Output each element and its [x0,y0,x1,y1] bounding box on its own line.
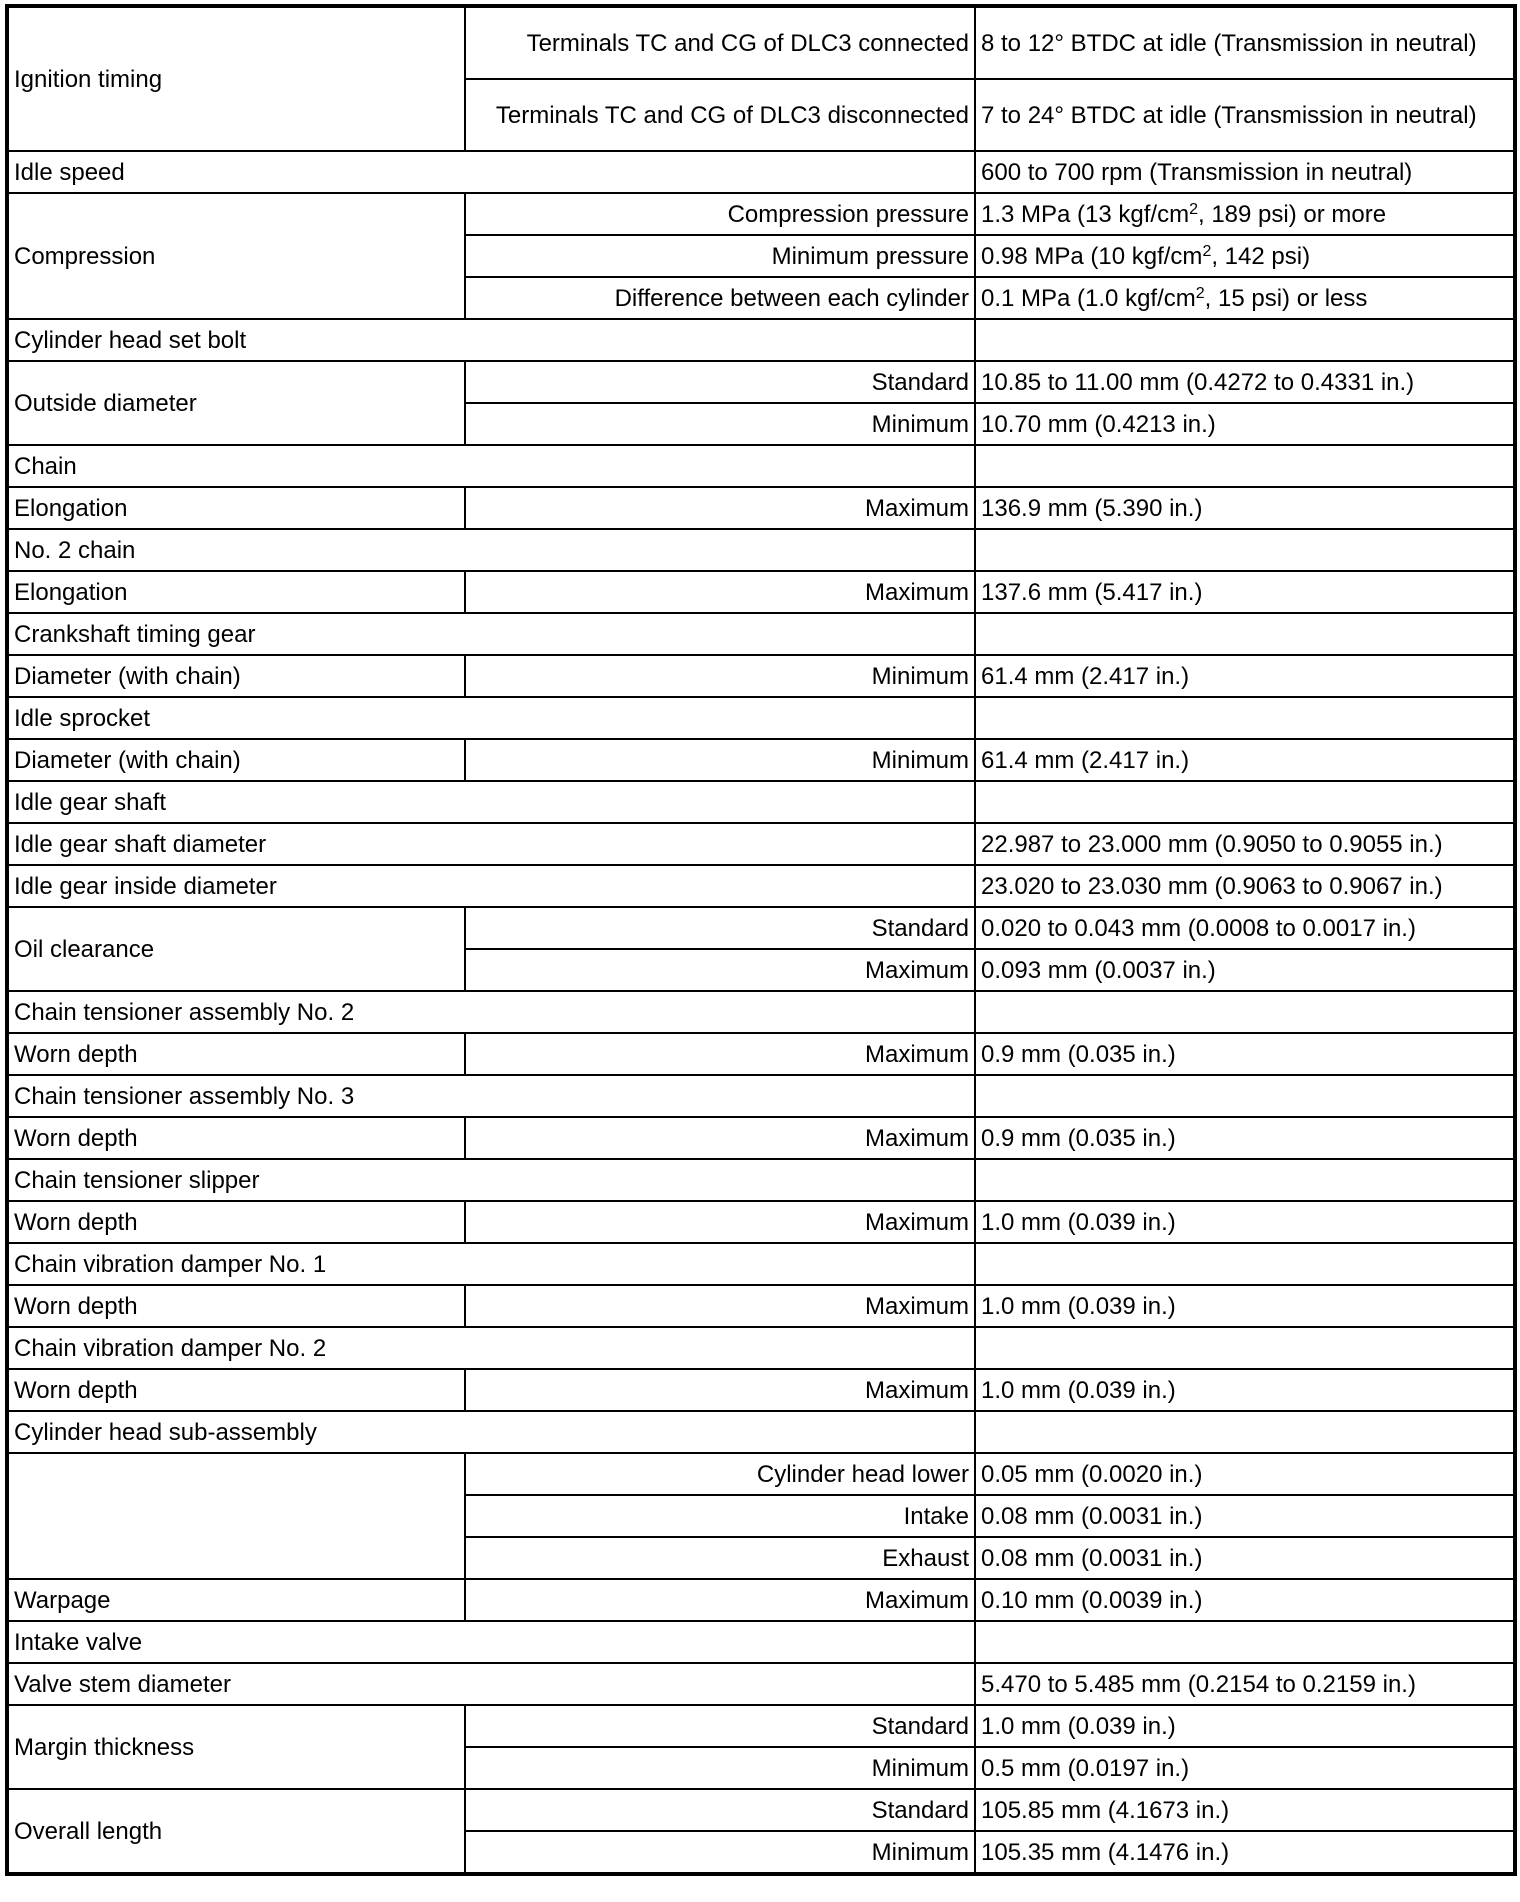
table-row [8,1033,1514,1075]
superscript: 2 [1202,242,1212,260]
section-label: Chain [8,445,975,487]
value-text: 0.1 MPa (1.0 kgf/cm [981,284,1196,312]
specification-table [7,6,1515,1874]
spec-value-empty [975,781,1514,823]
condition-label: Terminals TC and CG of DLC3 connected [465,7,975,79]
spec-value: 22.987 to 23.000 mm (0.9050 to 0.9055 in.) [975,823,1514,865]
condition-label: Minimum pressure [465,235,975,277]
spec-value: 0.08 mm (0.0031 in.) [975,1495,1514,1537]
section-row [8,1327,1514,1369]
item-label: Worn depth [8,1285,465,1327]
condition-label: Standard [465,907,975,949]
spec-value-empty [975,1243,1514,1285]
condition-label: Minimum [465,655,975,697]
spec-value: 61.4 mm (2.417 in.) [975,655,1514,697]
spec-value: 0.10 mm (0.0039 in.) [975,1579,1514,1621]
spec-value: 1.0 mm (0.039 in.) [975,1285,1514,1327]
condition-label: Maximum [465,571,975,613]
section-row [8,1243,1514,1285]
condition-label: Maximum [465,487,975,529]
spec-value-empty [975,1075,1514,1117]
condition-label: Cylinder head lower [465,1453,975,1495]
spec-value: 105.85 mm (4.1673 in.) [975,1789,1514,1831]
spec-value-empty [975,697,1514,739]
spec-value-empty [975,319,1514,361]
spec-value: 0.5 mm (0.0197 in.) [975,1747,1514,1789]
condition-label: Standard [465,1705,975,1747]
item-label: Idle gear shaft diameter [8,823,975,865]
superscript: 2 [1189,200,1198,218]
item-label: Warpage [8,1579,465,1621]
table-row [8,865,1514,907]
table-row [8,1285,1514,1327]
section-label: Chain vibration damper No. 2 [8,1327,975,1369]
item-label: Margin thickness [8,1705,465,1789]
section-row [8,529,1514,571]
table-row [8,823,1514,865]
value-text: , 142 psi) [1211,242,1311,270]
condition-label: Maximum [465,1285,975,1327]
section-row [8,445,1514,487]
spec-value-empty [975,991,1514,1033]
table-row [8,361,1514,403]
table-row [8,1579,1514,1621]
spec-value: 600 to 700 rpm (Transmission in neutral) [975,151,1514,193]
value-text: , 189 psi) or more [1197,200,1387,228]
value-text: , 15 psi) or less [1204,284,1368,312]
item-label: Oil clearance [8,907,465,991]
item-label: Diameter (with chain) [8,655,465,697]
section-label: No. 2 chain [8,529,975,571]
item-label: Ignition timing [8,7,465,151]
spec-value-empty [975,1411,1514,1453]
condition-label: Compression pressure [465,193,975,235]
value-text: 1.3 MPa (13 kgf/cm [981,200,1190,228]
condition-label: Minimum [465,1831,975,1873]
condition-label: Minimum [465,739,975,781]
item-label: Compression [8,193,465,319]
spec-value-empty [975,529,1514,571]
section-row [8,1075,1514,1117]
item-label: Elongation [8,571,465,613]
item-label: Outside diameter [8,361,465,445]
section-row [8,319,1514,361]
section-label: Idle gear shaft [8,781,975,823]
table-row [8,1369,1514,1411]
spec-value: 1.0 mm (0.039 in.) [975,1201,1514,1243]
item-label: Diameter (with chain) [8,739,465,781]
item-label: Overall length [8,1789,465,1873]
section-row [8,697,1514,739]
condition-label: Maximum [465,1201,975,1243]
spec-value: 136.9 mm (5.390 in.) [975,487,1514,529]
section-label: Cylinder head sub-assembly [8,1411,975,1453]
table-row [8,655,1514,697]
table-row [8,1453,1514,1495]
condition-label: Maximum [465,1579,975,1621]
table-row [8,1201,1514,1243]
spec-value [975,235,1514,277]
condition-label: Maximum [465,1369,975,1411]
spec-value [975,277,1514,319]
table-row [8,739,1514,781]
condition-label: Standard [465,361,975,403]
spec-value: 7 to 24° BTDC at idle (Transmission in neutral) [975,79,1514,151]
spec-value: 8 to 12° BTDC at idle (Transmission in neutral) [975,7,1514,79]
spec-value: 105.35 mm (4.1476 in.) [975,1831,1514,1873]
item-label: Worn depth [8,1033,465,1075]
spec-value-empty [975,1621,1514,1663]
spec-value: 0.9 mm (0.035 in.) [975,1033,1514,1075]
spec-value: 0.093 mm (0.0037 in.) [975,949,1514,991]
item-label: Idle speed [8,151,975,193]
section-row [8,991,1514,1033]
spec-value: 1.0 mm (0.039 in.) [975,1705,1514,1747]
item-label: Worn depth [8,1201,465,1243]
item-label: Worn depth [8,1369,465,1411]
spec-value: 137.6 mm (5.417 in.) [975,571,1514,613]
spec-value: 5.470 to 5.485 mm (0.2154 to 0.2159 in.) [975,1663,1514,1705]
item-label: Idle gear inside diameter [8,865,975,907]
table-row [8,7,1514,79]
section-label: Chain tensioner assembly No. 2 [8,991,975,1033]
section-label: Intake valve [8,1621,975,1663]
spec-value: 0.05 mm (0.0020 in.) [975,1453,1514,1495]
section-row [8,781,1514,823]
condition-label: Standard [465,1789,975,1831]
spec-value-empty [975,1159,1514,1201]
section-label: Chain tensioner slipper [8,1159,975,1201]
spec-value: 0.9 mm (0.035 in.) [975,1117,1514,1159]
condition-label: Intake [465,1495,975,1537]
section-label: Idle sprocket [8,697,975,739]
section-row [8,1621,1514,1663]
section-label: Chain vibration damper No. 1 [8,1243,975,1285]
item-label-empty [8,1453,465,1579]
condition-label: Maximum [465,1033,975,1075]
value-text: 0.98 MPa (10 kgf/cm [981,242,1203,270]
condition-label: Exhaust [465,1537,975,1579]
spec-value-empty [975,445,1514,487]
spec-value: 61.4 mm (2.417 in.) [975,739,1514,781]
condition-label: Maximum [465,949,975,991]
item-label: Worn depth [8,1117,465,1159]
spec-value: 10.70 mm (0.4213 in.) [975,403,1514,445]
condition-label: Minimum [465,403,975,445]
condition-label: Minimum [465,1747,975,1789]
condition-label: Difference between each cylinder [465,277,975,319]
spec-value [975,193,1514,235]
table-row [8,907,1514,949]
spec-value: 0.020 to 0.043 mm (0.0008 to 0.0017 in.) [975,907,1514,949]
table-row [8,193,1514,235]
condition-label: Terminals TC and CG of DLC3 disconnected [465,79,975,151]
item-label: Valve stem diameter [8,1663,975,1705]
spec-value-empty [975,613,1514,655]
table-row [8,1117,1514,1159]
table-row [8,1789,1514,1831]
spec-value: 0.08 mm (0.0031 in.) [975,1537,1514,1579]
spec-value: 23.020 to 23.030 mm (0.9063 to 0.9067 in.) [975,865,1514,907]
section-row [8,613,1514,655]
item-label: Elongation [8,487,465,529]
condition-label: Maximum [465,1117,975,1159]
spec-value-empty [975,1327,1514,1369]
section-label: Crankshaft timing gear [8,613,975,655]
table-row [8,487,1514,529]
table-row [8,1705,1514,1747]
section-label: Chain tensioner assembly No. 3 [8,1075,975,1117]
table-row [8,151,1514,193]
table-row [8,571,1514,613]
spec-value: 10.85 to 11.00 mm (0.4272 to 0.4331 in.) [975,361,1514,403]
superscript: 2 [1195,284,1205,302]
section-row [8,1411,1514,1453]
section-label: Cylinder head set bolt [8,319,975,361]
section-row [8,1159,1514,1201]
spec-value: 1.0 mm (0.039 in.) [975,1369,1514,1411]
table-row [8,1663,1514,1705]
